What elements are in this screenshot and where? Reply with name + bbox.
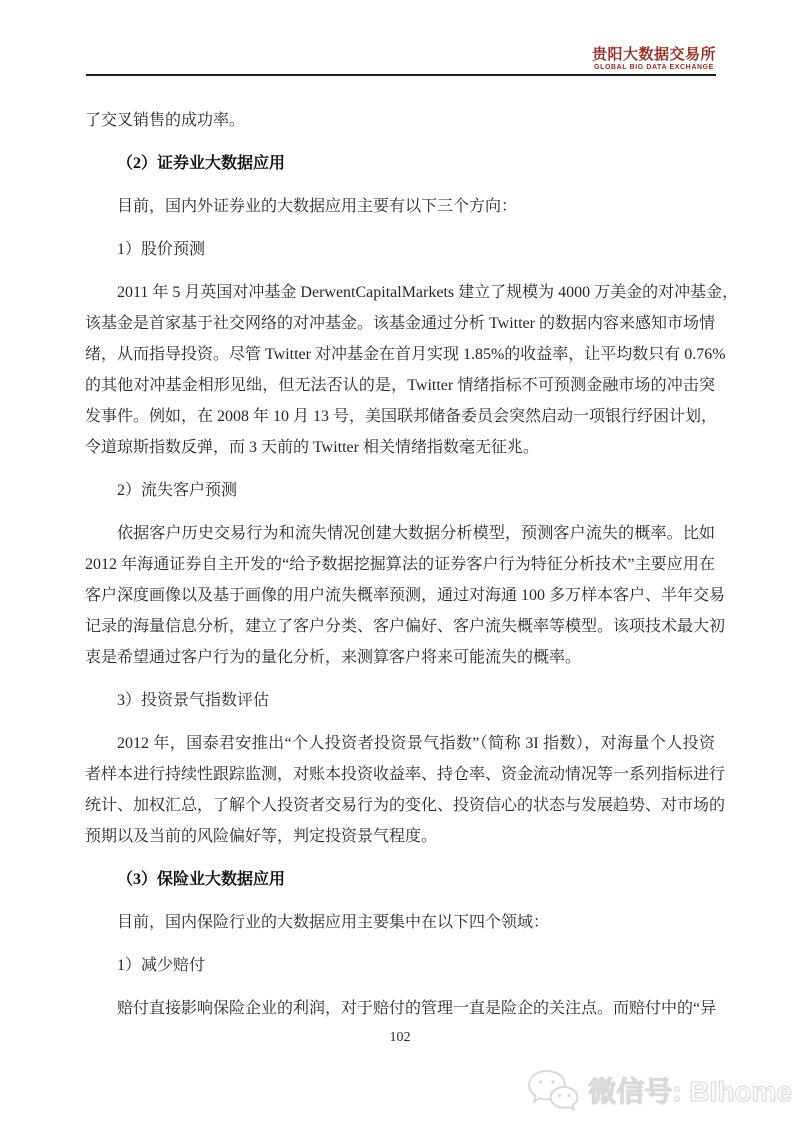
page-number: 102 (389, 1030, 411, 1045)
paragraph-line: 记录的海量信息分析，建立了客户分类、客户偏好、客户流失概率等模型。该项技术最大初 (85, 618, 726, 635)
paragraph-line: 目前，国内外证券业的大数据应用主要有以下三个方向： (117, 198, 518, 215)
paragraph (85, 907, 715, 938)
paragraph-line: 2012 年，国泰君安推出“个人投资者投资景气指数”（简称 3I 指数），对海量个人投资 (117, 735, 715, 752)
paragraph-line: 目前，国内保险行业的大数据应用主要集中在以下四个领域： (117, 914, 550, 931)
paragraph-line: 的其他对冲基金相形见绌，但无法否认的是，Twitter 情绪指标不可预测金融市场的冲击突 (85, 377, 715, 394)
paragraph-line: 2012 年海通证券自主开发的“给予数据挖掘算法的证券客户行为特征分析技术”主要应用在 (85, 556, 715, 573)
paragraph-line: 赔付直接影响保险企业的利润，对于赔付的管理一直是险企的关注点。而赔付中的“异 (117, 1000, 717, 1017)
paragraph-line: 衷是希望通过客户行为的量化分析，来测算客户将来可能流失的概率。 (85, 649, 582, 666)
paragraph-line: 了交叉销售的成功率。 (85, 112, 246, 129)
paragraph-line: 绪，从而指导投资。尽管 Twitter 对冲基金在首月实现 1.85%的收益率，让平均数只有 0.76% (85, 346, 726, 363)
heading-line: （3）保险业大数据应用 (117, 871, 286, 888)
paragraph-line: 者样本进行持续性跟踪监测，对账本投资收益率、持仓率、资金流动情况等一系列指标进行 (85, 766, 726, 783)
paragraph (85, 277, 739, 463)
section-heading-securities (85, 148, 715, 179)
header-divider (86, 74, 716, 76)
paragraph-line: 令道琼斯指数反弹，而 3 天前的 Twitter 相关情绪指数毫无征兆。 (85, 439, 539, 456)
paragraph-line: 预期以及当前的风险偏好等，判定投资景气程度。 (85, 828, 438, 845)
subheading-line: 2）流失客户预测 (117, 482, 238, 499)
wechat-watermark (526, 1068, 792, 1112)
paragraph-line: 统计、加权汇总，了解个人投资者交易行为的变化、投资信心的状态与发展趋势、对市场的 (85, 797, 726, 814)
section-heading-insurance (85, 864, 715, 895)
paragraph-line: 发事件。例如，在 2008 年 10 月 13 号，美国联邦储备委员会突然启动一项银行纾困计划， (85, 408, 718, 425)
heading-line: （2）证券业大数据应用 (117, 155, 286, 172)
subheading-line: 1）股价预测 (117, 241, 206, 258)
paragraph-line: 客户深度画像以及基于画像的用户流失概率预测，通过对海通 100 多万样本客户、半年交易 (85, 587, 726, 604)
logo-chinese-title: 贵阳大数据交易所 (591, 46, 716, 63)
paragraph (85, 191, 715, 222)
document-body (85, 105, 739, 1036)
logo-english-subtitle: GLOBAL BIG DATA EXCHANGE (594, 64, 714, 71)
paragraph-line: 该基金是首家基于社交网络的对冲基金。该基金通过分析 Twitter 的数据内容来感知市场情 (85, 315, 715, 332)
subheading-reduce-claims (85, 950, 715, 981)
paragraph-line: 2011 年 5 月英国对冲基金 DerwentCapitalMarkets 建立了规模为 4000 万美金的对冲基金， (117, 284, 739, 301)
paragraph (85, 728, 726, 852)
subheading-stock-price-prediction (85, 234, 715, 265)
exchange-logo (592, 47, 716, 71)
paragraph (85, 105, 715, 136)
subheading-churn-prediction (85, 475, 715, 506)
subheading-line: 1）减少赔付 (117, 957, 206, 974)
subheading-investment-sentiment-index (85, 685, 715, 716)
paragraph (85, 993, 715, 1024)
paragraph (85, 518, 726, 673)
wechat-id-label: 微信号: BIhome (588, 1076, 792, 1107)
wechat-icon (526, 1068, 578, 1112)
subheading-line: 3）投资景气指数评估 (117, 692, 270, 709)
paragraph-line: 依据客户历史交易行为和流失情况创建大数据分析模型，预测客户流失的概率。比如 (117, 525, 715, 542)
